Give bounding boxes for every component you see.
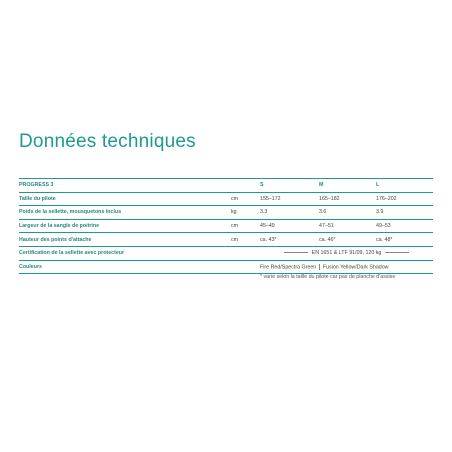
table-row (19, 192, 433, 206)
row-label: Poids de la sellette, mousquetons inclus (19, 206, 231, 220)
value-s: 45–49 (260, 219, 319, 233)
row-unit: kg (231, 206, 260, 220)
value-s: ca. 43* (260, 233, 319, 247)
table-row (19, 233, 433, 247)
model-name: PROGRESS 3 (19, 179, 231, 193)
certification-label: Certification de la sellette avec protecteur (19, 246, 231, 260)
colour-option-1: Fire Red/Spectra Green (260, 264, 317, 271)
colours-label: Couleurs (19, 260, 231, 274)
colour-option-2: Fusion Yellow/Dark Shadow (322, 264, 389, 271)
value-m: ca. 46* (319, 233, 376, 247)
row-label: Largeur de la sangle de poitrine (19, 219, 231, 233)
value-s: 3.3 (260, 206, 319, 220)
row-unit: cm (231, 233, 260, 247)
unit-header (231, 179, 260, 193)
divider-line (319, 264, 320, 270)
value-l: 176–202 (376, 192, 433, 206)
colours-row (19, 260, 433, 274)
row-label: Taille du pilote (19, 192, 231, 206)
size-s-header: S (260, 179, 319, 193)
table-row (19, 206, 433, 220)
value-l: 3.9 (376, 206, 433, 220)
certification-value: EN 1651 & LTF 91/09, 120 kg (311, 250, 382, 257)
value-m: 3.6 (319, 206, 376, 220)
colours-value-cell (260, 260, 433, 274)
row-unit: cm (231, 219, 260, 233)
page-title: Données techniques (19, 131, 196, 152)
spec-table (19, 178, 433, 274)
row-label: Hauteur des points d'attache (19, 233, 231, 247)
value-l: 49–53 (376, 219, 433, 233)
footnote: * varie selon la taille du pilote car pas de planche d'assise (260, 274, 396, 280)
table-header-row (19, 179, 433, 193)
table-row (19, 219, 433, 233)
value-m: 47–51 (319, 219, 376, 233)
certification-row (19, 246, 433, 260)
divider-line (284, 252, 308, 253)
value-l: ca. 48* (376, 233, 433, 247)
value-s: 155–172 (260, 192, 319, 206)
certification-value-cell (260, 246, 433, 260)
size-l-header: L (376, 179, 433, 193)
value-m: 165–182 (319, 192, 376, 206)
row-unit: cm (231, 192, 260, 206)
divider-line (385, 252, 409, 253)
size-m-header: M (319, 179, 376, 193)
